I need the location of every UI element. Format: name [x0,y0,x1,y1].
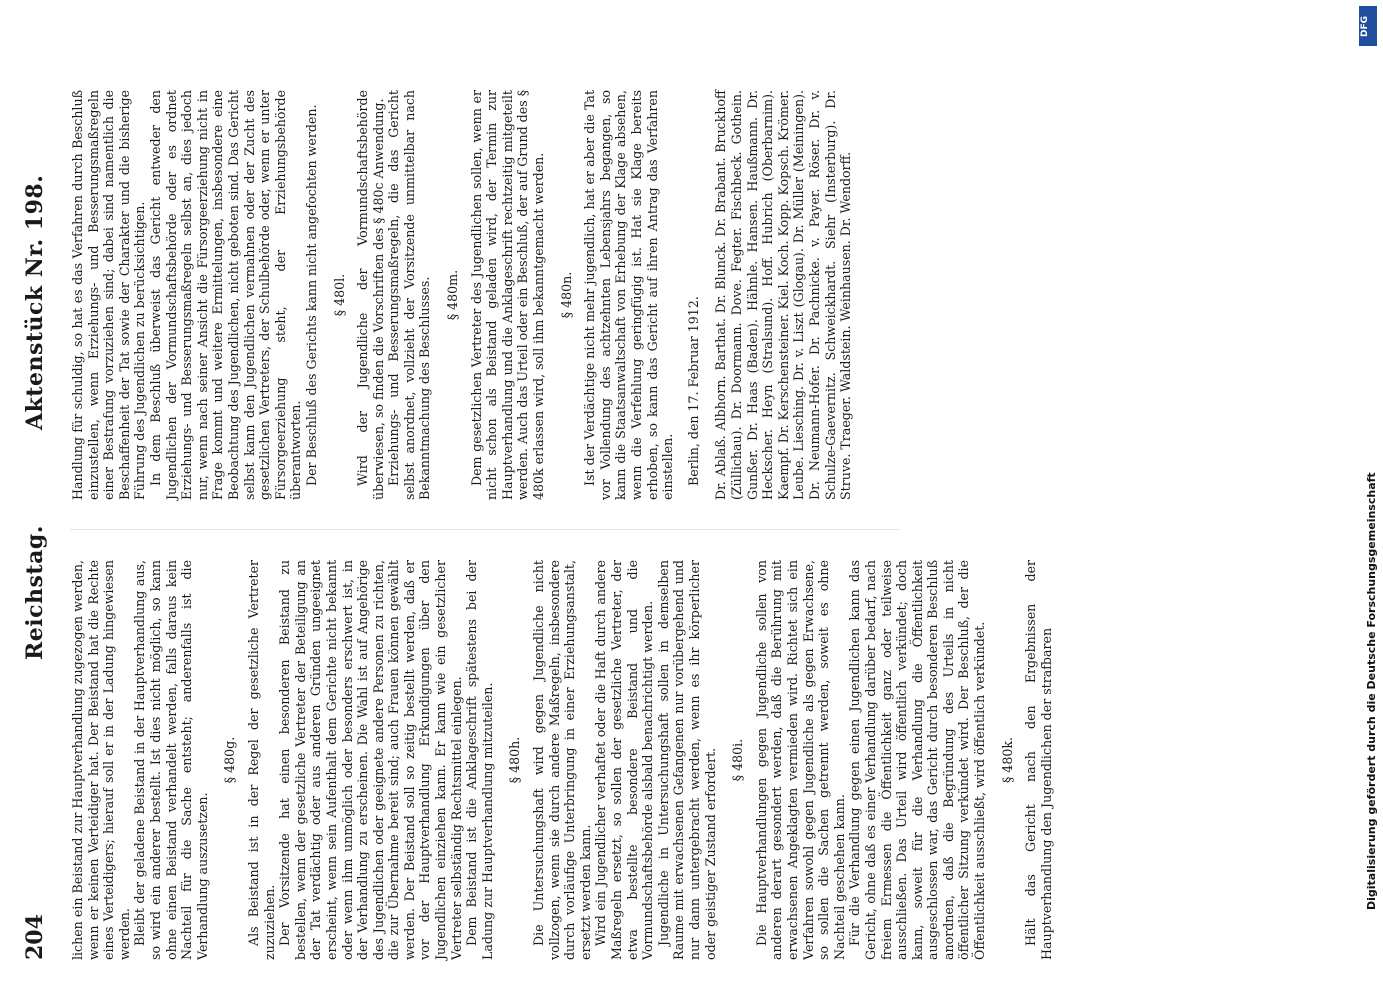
section-heading: § 480n. [558,271,574,319]
paragraph: Bleibt der geladene Beistand in der Hauptverhandlung aus, so wird ein anderer bestellt. Ist dies nicht möglich, so kann ohne einen Beistand verhandelt werden, falls daraus kein Nachteil für die Sache entsteht; anderenfalls ist die Verhandlung auszusetzen. [132,560,210,960]
section-heading: § 480m. [445,269,461,321]
paragraph: Erziehungs- und Besserungsmaßregeln, die das Gericht selbst anordnet, vollzieht der Vorsitzende unmittelbar nach Bekanntmachung des Beschlusses. [386,90,433,500]
paragraph: Handlung für schuldig, so hat es das Verfahren durch Beschluß einzustellen, wenn Erziehungs- und Besserungsmaßregeln einer Bestrafung vorzuziehen sind; dabei sind namentlich die Beschaffenheit der Tat sowie der Charakter und die bisherige Führung des Jugendlichen zu berücksichtigen. [70,90,148,500]
paragraph: Als Beistand ist in der Regel der gesetzliche Vertreter zuzuziehen. [245,560,277,960]
paragraph: Der Vorsitzende hat einen besonderen Beistand zu bestellen, wenn der gesetzliche Vertreter der Beteiligung an der Tat verdächtig oder aus anderen Gründen ungeeignet erscheint, wenn sein Aufenthalt dem Gerichte nicht bekannt oder wenn ihm unmöglich oder besonders erschwert ist, in der Verhandlung zu erscheinen. Die Wahl ist auf Angehörige des Jugendlichen oder geeignete andere Personen zu richten, die zur Übernahme bereit sind; auch Frauen können gewählt werden. Der Beistand soll so zeitig bestellt werden, daß er vor der Hauptverhandlung Erkundigungen über den Jugendlichen einziehen kann. Er kann wie ein gesetzlicher Vertreter selbständig Rechtsmittel einlegen. [277,560,464,960]
page-header [14,0,58,960]
paragraph: Wird der Jugendliche der Vormundschaftsbehörde überwiesen, so finden die Vorschriften des § 480c Anwendung. [355,90,386,500]
paragraph: Für die Verhandlung gegen einen Jugendlichen kann das Gericht, ohne daß es einer Verhandlung darüber bedarf, nach freiem Ermessen die Öffentlichkeit ganz oder teilweise ausschließen. Das Urteil wird öffentlich verkündet; doch kann, soweit für die Verhandlung die Öffentlichkeit ausgeschlossen war, das Gericht durch besonderen Beschluß anordnen, daß die Begründung des Urteils in nicht öffentlicher Sitzung verkündet wird. Der Beschluß, der die Öffentlichkeit ausschließt, wird öffentlich verkündet. [847,560,988,960]
running-title: Reichstag. [22,525,48,660]
paragraph: In dem Beschluß überweist das Gericht entweder den Jugendlichen der Vormundschaftsbehörde oder es ordnet Erziehungs- und Besserungsmaßregeln selbst an, dies jedoch nur, wenn nach seiner Ansicht die Fürsorgeerziehung nicht in Frage kommt und weitere Ermittelungen, insbesondere eine Beobachtung des Jugendlichen, nicht geboten sind. Das Gericht selbst kann den Jugendlichen vermahnen oder der Zucht des gesetzlichen Vertreters, der Schulbehörde oder, wenn er unter Fürsorgeerziehung steht, der Erziehungsbehörde überantworten. [147,90,304,500]
column-divider [70,529,900,530]
dfg-badge-text: DFG [1360,15,1370,37]
paragraph: Die Hauptverhandlungen gegen Jugendliche sollen von anderen derart gesondert werden, daß die Berührung mit erwachsenen Angeklagten vermieden wird. Richtet sich ein Verfahren sowohl gegen Jugendliche als gegen Erwachsene, so sollen die Sachen getrennt werden, soweit es ohne Nachteil geschehen kann. [753,560,847,960]
section-heading: § 480h. [507,736,523,784]
paragraph: Dem Beistand ist die Anklageschrift spätestens bei der Ladung zur Hauptverhandlung mitzuteilen. [464,560,495,960]
paragraph: Jugendliche in Untersuchungshaft sollen in demselben Raume mit erwachsenen Gefangenen nur vorübergehend und nur dann untergebracht werden, wenn es ihr körperlicher oder geistiger Zustand erfordert. [655,560,718,960]
paragraph: lichen ein Beistand zur Hauptverhandlung zugezogen werden, wenn er keinen Verteidiger hat. Der Beistand hat die Rechte eines Verteidigers; hierauf soll er in der Ladung hingewiesen werden. [70,560,132,960]
dfg-logo [1359,6,1377,76]
left-column [70,560,1054,960]
dfg-badge [1359,6,1377,46]
section-heading: § 480l. [331,273,347,317]
paragraph: Dem gesetzlichen Vertreter des Jugendlichen sollen, wenn er nicht schon als Beistand geladen wird, der Termin zur Hauptverhandlung und die Anklageschrift rechtzeitig mitgeteilt werden. Auch das Urteil oder ein Beschluß, der auf Grund des § 480k erlassen wird, soll ihm bekanntgemacht werden. [468,90,547,500]
paragraph: Der Beschluß des Gerichts kann nicht angefochten werden. [303,104,319,486]
paragraph: Wird ein Jugendlicher verhaftet oder die Haft durch andere Maßregeln ersetzt, so sollen der gesetzliche Vertreter, der etwa bestellte besondere Beistand und die Vormundschaftsbehörde alsbald benachrichtigt werden. [593,560,656,960]
right-column [70,90,854,500]
date-line: Berlin, den 17. Februar 1912. [685,296,701,486]
section-heading: § 480k. [999,737,1015,783]
paragraph: Ist der Verdächtige nicht mehr jugendlich, hat er aber die Tat vor Vollendung des achtzehnten Lebensjahrs begangen, so kann die Staatsanwaltschaft von Erhebung der Klage absehen, wenn die Verfehlung geringfügig ist. Hat sie Klage bereits erhoben, so kann das Gericht auf ihren Antrag das Verfahren einstellen. [582,90,676,500]
section-heading: § 480i. [730,738,746,782]
digitization-credit: Digitalisierung gefördert durch die Deutsche Forschungsgemeinschaft [1365,472,1378,910]
paragraph: Die Untersuchungshaft wird gegen Jugendliche nicht vollzogen, wenn sie durch andere Maßregeln, insbesondere durch vorläufige Unterbringung in einer Erziehungsanstalt, ersetzt werden kann. [531,560,593,960]
page-number: 204 [22,914,48,960]
document-number: Aktenstück Nr. 198. [22,174,48,430]
paragraph: Hält das Gericht nach den Ergebnissen der Hauptverhandlung den Jugendlichen der strafbaren [1023,560,1054,960]
section-heading: § 480g. [222,736,238,784]
signatories: Dr. Ablaß. Albhorn. Barthat. Dr. Blunck. Dr. Brabant. Bruckhoff (Züllichau). Dr. Doormann. Dove. Fegter. Fischbeck. Gothein. Gunßer. Dr. Haas (Baden). Hähnle. Hansen. Haußmann. Dr. Heckscher. Heyn (Stralsund). Hoff. Hubrich (Oberbarnim). Kaempf. Dr. Kerschensteiner. Kiel. Koch. Kopp. Kopsch. Krömer. Leube. Liesching. Dr. v. Liszt (Glogau). Dr. Müller (Meiningen). Dr. Neumann-Hofer. Dr. Pachnicke. v. Payer. Röser. Dr. v. Schulze-Gaevernitz. Schweickhardt. Siehr (Insterburg). Dr. Struve. Traeger. Waldstein. Weinhausen. Dr. Wendorff. [713,90,854,500]
